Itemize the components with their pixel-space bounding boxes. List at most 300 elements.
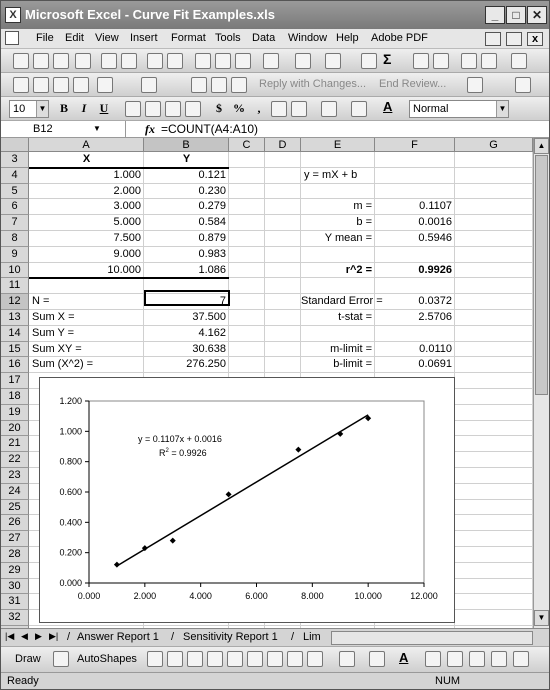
picture-icon[interactable]: [307, 651, 323, 667]
research-icon[interactable]: [167, 53, 183, 69]
cell-e4[interactable]: y = mX + b: [304, 168, 358, 181]
grid-cell[interactable]: [375, 152, 455, 168]
row-header[interactable]: 29: [1, 563, 29, 579]
autosum-icon[interactable]: Σ: [383, 51, 392, 67]
next-sheet-button[interactable]: ▶: [35, 631, 42, 641]
formatting-toolbar: [1, 97, 549, 121]
grid-cell[interactable]: [265, 199, 301, 215]
row-header[interactable]: 14: [1, 326, 29, 342]
grid-cell[interactable]: [229, 278, 265, 294]
clipart-icon[interactable]: [287, 651, 303, 667]
fill-color-icon[interactable]: [339, 651, 355, 667]
row-header[interactable]: 26: [1, 515, 29, 531]
cell-b4[interactable]: 0.121: [198, 168, 226, 181]
wordart-icon[interactable]: [247, 651, 263, 667]
menu-adobe-pdf[interactable]: Adobe PDF: [371, 32, 428, 44]
cell-b15[interactable]: 30.638: [192, 342, 226, 355]
row-header[interactable]: 32: [1, 610, 29, 626]
currency-button[interactable]: $: [216, 101, 222, 115]
font-color-icon[interactable]: A: [399, 650, 409, 665]
show-all-comments-icon[interactable]: [97, 77, 113, 93]
minimize-button[interactable]: _: [485, 6, 505, 24]
borders-icon[interactable]: [321, 101, 337, 117]
grid-cell[interactable]: [455, 547, 533, 563]
cell-b3[interactable]: Y: [182, 153, 191, 165]
row-header[interactable]: 31: [1, 594, 29, 610]
style-value: Normal: [413, 103, 449, 115]
shadow-style-icon[interactable]: [491, 651, 507, 667]
increase-decimal-icon[interactable]: [271, 101, 287, 117]
status-bar: [1, 672, 549, 689]
grid-cell[interactable]: [265, 294, 301, 310]
grid-cell[interactable]: [455, 452, 533, 468]
title-bar: [1, 1, 549, 29]
grid-cell[interactable]: [455, 373, 533, 389]
grid-cell[interactable]: [265, 310, 301, 326]
cell-f7[interactable]: 0.0016: [418, 216, 452, 229]
close-button[interactable]: ✕: [527, 6, 547, 24]
cell-f6[interactable]: 0.1107: [419, 200, 452, 213]
row-header[interactable]: 20: [1, 421, 29, 437]
sheet-tab-answer-report[interactable]: Answer Report 1: [77, 631, 159, 643]
autoshapes-menu-button[interactable]: AutoShapes: [77, 653, 137, 665]
grid-cell[interactable]: [455, 184, 533, 200]
sheet-tab-sensitivity-report[interactable]: Sensitivity Report 1: [183, 631, 278, 643]
grid-cell[interactable]: [455, 215, 533, 231]
cell-a13[interactable]: Sum X =: [32, 311, 75, 323]
cell-e13[interactable]: t-stat =: [338, 311, 372, 323]
cell-e15[interactable]: m-limit =: [330, 342, 372, 355]
grid-cell[interactable]: [265, 342, 301, 358]
grid-cell[interactable]: [229, 357, 265, 373]
x-tick-label: 6.000: [245, 591, 268, 601]
grid-cell[interactable]: [455, 342, 533, 358]
y-tick-label: 0.000: [59, 578, 82, 588]
grid-cell[interactable]: [229, 310, 265, 326]
grid-cell[interactable]: [375, 168, 455, 184]
textbox-icon[interactable]: [227, 651, 243, 667]
copy-icon[interactable]: [215, 53, 231, 69]
active-cell-outline: [144, 290, 230, 306]
menu-data[interactable]: Data: [252, 32, 276, 44]
grid-cell[interactable]: [301, 247, 375, 263]
sheet-tab-separator: /: [291, 631, 295, 643]
cell-a14[interactable]: Sum Y =: [32, 326, 75, 339]
y-tick-label: 1.200: [59, 396, 82, 406]
cut-icon[interactable]: [195, 53, 211, 69]
grid-cell[interactable]: [455, 294, 533, 310]
grid-cell[interactable]: [29, 278, 144, 294]
grid-cell[interactable]: [265, 168, 301, 184]
grid-cell[interactable]: [265, 184, 301, 200]
grid-cell[interactable]: [301, 152, 375, 168]
grid-cell[interactable]: [455, 357, 533, 373]
menu-bar: [1, 29, 549, 49]
grid-cell[interactable]: [455, 579, 533, 595]
scroll-down-button[interactable]: ▼: [534, 610, 549, 626]
formula-input[interactable]: =COUNT(A4:A10): [161, 122, 259, 136]
comma-button[interactable]: ,: [257, 101, 261, 115]
grid-cell[interactable]: [229, 168, 265, 184]
cell-a6[interactable]: 3.000: [113, 200, 141, 213]
standard-toolbar: [1, 49, 549, 73]
trendline-equation: y = 0.1107x + 0.0016: [138, 434, 222, 444]
drawing-toolbar: [1, 646, 549, 672]
y-tick-label: 1.000: [59, 426, 82, 437]
cell-a16[interactable]: Sum (X^2) =: [32, 358, 94, 371]
row-header[interactable]: 19: [1, 405, 29, 421]
menu-tools[interactable]: Tools: [215, 32, 241, 44]
worksheet-grid[interactable]: [1, 138, 533, 628]
percent-button[interactable]: %: [233, 101, 245, 115]
merge-center-icon[interactable]: [185, 101, 201, 117]
cell-b5[interactable]: 0.230: [198, 184, 226, 197]
x-tick-label: 0.000: [77, 591, 101, 601]
cell-b9[interactable]: 0.983: [198, 247, 226, 260]
menu-edit[interactable]: Edit: [65, 32, 84, 44]
grid-cell[interactable]: [455, 152, 533, 168]
font-size-select[interactable]: [9, 100, 49, 118]
scroll-thumb[interactable]: [535, 155, 548, 395]
grid-cell[interactable]: [455, 468, 533, 484]
grid-cell[interactable]: [455, 263, 533, 279]
excel-icon[interactable]: X: [5, 7, 21, 23]
grid-cell[interactable]: [301, 184, 375, 200]
align-center-icon[interactable]: [145, 101, 161, 117]
cell-f12[interactable]: 0.0372: [418, 295, 452, 308]
cell-b12[interactable]: 7: [219, 295, 226, 308]
grid-cell[interactable]: [455, 484, 533, 500]
cell-e7[interactable]: b =: [356, 216, 372, 229]
track-changes-icon[interactable]: [191, 77, 207, 93]
row-header[interactable]: 8: [1, 231, 29, 247]
open-icon[interactable]: [33, 53, 49, 69]
x-tick-label: 4.000: [189, 591, 212, 601]
x-tick-label: 2.000: [133, 591, 157, 601]
cell-a8[interactable]: 7.500: [113, 232, 141, 244]
permission-icon[interactable]: [75, 53, 91, 69]
row-header[interactable]: 18: [1, 389, 29, 405]
row-header[interactable]: 24: [1, 484, 29, 500]
previous-comment-icon[interactable]: [33, 77, 49, 93]
y-tick-label: 0.800: [59, 456, 82, 467]
column-header-d[interactable]: D: [265, 138, 301, 152]
x-tick-label: 12.000: [410, 591, 438, 601]
cell-b8[interactable]: 0.879: [198, 232, 226, 244]
line-color-icon[interactable]: [369, 651, 385, 667]
arrow-style-icon[interactable]: [469, 651, 485, 667]
format-painter-icon[interactable]: [263, 53, 279, 69]
column-header-b[interactable]: B: [144, 138, 229, 152]
window-title: Microsoft Excel - Curve Fit Examples.xls: [25, 7, 275, 22]
grid-cell[interactable]: [455, 500, 533, 516]
decrease-decimal-icon[interactable]: [291, 101, 307, 117]
grid-cell[interactable]: [455, 247, 533, 263]
chevron-down-icon: ▼: [93, 124, 101, 133]
new-icon[interactable]: [13, 53, 29, 69]
sort-descending-icon[interactable]: [433, 53, 449, 69]
chevron-down-icon: ▼: [496, 101, 508, 117]
cell-b13[interactable]: 37.500: [192, 311, 226, 323]
draw-menu-button[interactable]: Draw: [15, 653, 41, 665]
font-size-value: 10: [13, 103, 26, 115]
row-header[interactable]: 16: [1, 357, 29, 373]
row-header[interactable]: 7: [1, 215, 29, 231]
sort-ascending-icon[interactable]: [413, 53, 429, 69]
scroll-up-button[interactable]: ▲: [534, 138, 549, 154]
scatter-chart[interactable]: [39, 377, 455, 623]
print-preview-icon[interactable]: [121, 53, 137, 69]
cell-e8[interactable]: Y mean =: [324, 232, 372, 244]
paste-icon[interactable]: [235, 53, 251, 69]
chart-wizard-icon[interactable]: [461, 53, 477, 69]
font-color-icon[interactable]: A: [383, 99, 393, 114]
cell-border: [29, 167, 229, 169]
formula-bar: [1, 121, 549, 138]
grid-cell[interactable]: [455, 610, 533, 626]
cell-b16[interactable]: 276.250: [186, 358, 226, 371]
grid-cell[interactable]: [229, 215, 265, 231]
spelling-icon[interactable]: [147, 53, 163, 69]
cell-e12[interactable]: Standard Error =: [301, 295, 383, 308]
row-header[interactable]: 25: [1, 500, 29, 516]
grid-cell[interactable]: [375, 278, 455, 294]
undo-icon[interactable]: [295, 53, 311, 69]
reply-with-changes-button[interactable]: Reply with Changes...: [259, 78, 366, 90]
select-all-corner[interactable]: [1, 138, 29, 152]
select-objects-icon[interactable]: [53, 651, 69, 667]
chart-plot: [40, 378, 456, 624]
menu-help[interactable]: Help: [336, 32, 359, 44]
3d-style-icon[interactable]: [513, 651, 529, 667]
grid-cell[interactable]: [301, 326, 375, 342]
row-header[interactable]: 11: [1, 278, 29, 294]
row-header[interactable]: 17: [1, 373, 29, 389]
last-sheet-button[interactable]: ▶|: [49, 631, 59, 641]
column-header-a[interactable]: A: [29, 138, 144, 152]
workbook-icon[interactable]: [5, 31, 19, 45]
cell-f13[interactable]: 2.5706: [418, 311, 452, 323]
cell-e16[interactable]: b-limit =: [333, 358, 372, 371]
redo-icon[interactable]: [325, 53, 341, 69]
line-style-icon[interactable]: [425, 651, 441, 667]
doc-minimize-button[interactable]: [485, 32, 501, 46]
grid-cell[interactable]: [455, 326, 533, 342]
r-squared-superscript: 2: [165, 448, 169, 454]
cell-b10[interactable]: 1.086: [198, 263, 226, 276]
row-header[interactable]: 10: [1, 263, 29, 279]
num-lock-indicator: NUM: [435, 675, 461, 687]
grid-cell[interactable]: [229, 263, 265, 279]
first-sheet-button[interactable]: |◀: [5, 631, 15, 641]
cell-a15[interactable]: Sum XY =: [32, 342, 82, 355]
grid-cell[interactable]: [455, 563, 533, 579]
row-header[interactable]: 15: [1, 342, 29, 358]
cell-a9[interactable]: 9.000: [113, 247, 141, 260]
status-mode: Ready: [7, 675, 39, 687]
cell-f15[interactable]: 0.0110: [419, 342, 452, 355]
prev-sheet-button[interactable]: ◀: [21, 631, 28, 641]
print-icon[interactable]: [101, 53, 117, 69]
cell-e10[interactable]: r^2 =: [345, 263, 372, 276]
help-icon[interactable]: [511, 53, 527, 69]
bold-button[interactable]: B: [59, 101, 68, 115]
menu-view[interactable]: View: [95, 32, 119, 44]
menu-file[interactable]: File: [36, 32, 54, 44]
show-comment-icon[interactable]: [73, 77, 89, 93]
grid-cell[interactable]: [265, 247, 301, 263]
grid-cell[interactable]: [455, 199, 533, 215]
doc-close-button[interactable]: x: [527, 32, 543, 46]
sheet-tab-bar: [1, 628, 549, 646]
grid-cell[interactable]: [455, 405, 533, 421]
grid-cell[interactable]: [265, 152, 301, 168]
grid-cell[interactable]: [375, 184, 455, 200]
grid-cell[interactable]: [455, 421, 533, 437]
align-left-icon[interactable]: [125, 101, 141, 117]
cell-a12[interactable]: N =: [32, 295, 50, 308]
oval-icon[interactable]: [207, 651, 223, 667]
fill-color-icon[interactable]: [351, 101, 367, 117]
cell-a4[interactable]: 1.000: [113, 168, 141, 181]
new-comment-icon[interactable]: [13, 77, 29, 93]
cell-a5[interactable]: 2.000: [113, 184, 141, 197]
hyperlink-icon[interactable]: [361, 53, 377, 69]
cell-e6[interactable]: m =: [353, 200, 372, 213]
row-header[interactable]: 5: [1, 184, 29, 200]
cell-f10[interactable]: 0.9926: [418, 263, 452, 276]
grid-cell[interactable]: [229, 199, 265, 215]
x-tick-label: 8.000: [301, 591, 324, 601]
underline-button[interactable]: U: [99, 101, 109, 115]
menu-window[interactable]: Window: [288, 32, 328, 44]
chart-type-icon[interactable]: [515, 77, 531, 93]
row-header[interactable]: 6: [1, 199, 29, 215]
cell-f8[interactable]: 0.5946: [418, 232, 452, 244]
row-header[interactable]: 22: [1, 452, 29, 468]
column-header-g[interactable]: G: [455, 138, 533, 152]
row-header[interactable]: 30: [1, 579, 29, 595]
line-icon[interactable]: [147, 651, 163, 667]
grid-cell[interactable]: [229, 152, 265, 168]
plot-area: [89, 401, 424, 583]
column-header-c[interactable]: C: [229, 138, 265, 152]
diagram-icon[interactable]: [267, 651, 283, 667]
doc-restore-button[interactable]: [506, 32, 522, 46]
x-tick-label: 10.000: [354, 591, 382, 601]
grid-cell[interactable]: [229, 294, 265, 310]
horizontal-scrollbar[interactable]: [331, 631, 533, 645]
cell-border: [29, 277, 229, 279]
name-box-value: B12: [33, 123, 53, 135]
grid-cell[interactable]: [265, 357, 301, 373]
insert-function-button[interactable]: fx: [145, 122, 155, 136]
row-header[interactable]: 28: [1, 547, 29, 563]
r-squared-value: = 0.9926: [168, 448, 207, 458]
grid-cell[interactable]: [455, 436, 533, 452]
grid-cell[interactable]: [229, 326, 265, 342]
grid-cell[interactable]: [265, 278, 301, 294]
cell-a10[interactable]: 10.000: [107, 263, 141, 276]
align-right-icon[interactable]: [165, 101, 181, 117]
sheet-tab-limits[interactable]: Lim: [303, 631, 321, 643]
maximize-button[interactable]: □: [506, 6, 526, 24]
cell-a7[interactable]: 5.000: [113, 216, 141, 229]
grid-cell[interactable]: [265, 231, 301, 247]
grid-cell[interactable]: [455, 278, 533, 294]
row-header[interactable]: 27: [1, 531, 29, 547]
chevron-down-icon: ▼: [36, 101, 48, 117]
menu-format[interactable]: Format: [171, 32, 206, 44]
grid-cell[interactable]: [455, 531, 533, 547]
style-select[interactable]: [409, 100, 509, 118]
share-icon[interactable]: [231, 77, 247, 93]
grid-cell[interactable]: [455, 594, 533, 610]
cell-b7[interactable]: 0.584: [198, 216, 226, 229]
italic-button[interactable]: I: [81, 101, 87, 115]
grid-cell[interactable]: [375, 247, 455, 263]
row-header[interactable]: 21: [1, 436, 29, 452]
grid-cell[interactable]: [455, 515, 533, 531]
row-header[interactable]: 4: [1, 168, 29, 184]
end-review-button[interactable]: End Review...: [379, 78, 447, 90]
y-tick-label: 0.600: [59, 487, 82, 497]
dash-style-icon[interactable]: [447, 651, 463, 667]
y-tick-label: 0.200: [59, 547, 82, 558]
rectangle-icon[interactable]: [187, 651, 203, 667]
grid-cell[interactable]: [455, 231, 533, 247]
column-header-e[interactable]: E: [301, 138, 375, 152]
next-comment-icon[interactable]: [53, 77, 69, 93]
grid-cell[interactable]: [455, 389, 533, 405]
grid-cell[interactable]: [265, 326, 301, 342]
cell-b14[interactable]: 4.162: [198, 326, 226, 339]
menu-insert[interactable]: Insert: [130, 32, 158, 44]
vertical-scrollbar[interactable]: [533, 138, 549, 628]
cell-b6[interactable]: 0.279: [198, 200, 226, 213]
grid-cell[interactable]: [229, 231, 265, 247]
grid-cell[interactable]: [455, 168, 533, 184]
ink-annotations-icon[interactable]: [467, 77, 483, 93]
cell-a3[interactable]: X: [82, 153, 91, 165]
drawing-icon[interactable]: [481, 53, 497, 69]
row-header[interactable]: 9: [1, 247, 29, 263]
grid-cell[interactable]: [229, 247, 265, 263]
sheet-tab-separator: /: [67, 631, 71, 643]
column-header-f[interactable]: F: [375, 138, 455, 152]
arrow-icon[interactable]: [167, 651, 183, 667]
grid-cell[interactable]: [265, 215, 301, 231]
grid-cell[interactable]: [455, 310, 533, 326]
save-icon[interactable]: [53, 53, 69, 69]
protect-icon[interactable]: [211, 77, 227, 93]
grid-cell[interactable]: [229, 342, 265, 358]
grid-cell[interactable]: [229, 184, 265, 200]
cell-f16[interactable]: 0.0691: [418, 358, 452, 371]
grid-cell[interactable]: [265, 263, 301, 279]
grid-cell[interactable]: [301, 278, 375, 294]
reviewing-toolbar: [1, 73, 549, 97]
row-header[interactable]: 3: [1, 152, 29, 168]
row-header[interactable]: 12: [1, 294, 29, 310]
row-header[interactable]: 13: [1, 310, 29, 326]
name-box[interactable]: [1, 121, 126, 137]
grid-cell[interactable]: [375, 326, 455, 342]
row-header[interactable]: 23: [1, 468, 29, 484]
sheet-tab-separator: /: [171, 631, 175, 643]
delete-comment-icon[interactable]: [141, 77, 157, 93]
y-tick-label: 0.400: [59, 517, 82, 528]
